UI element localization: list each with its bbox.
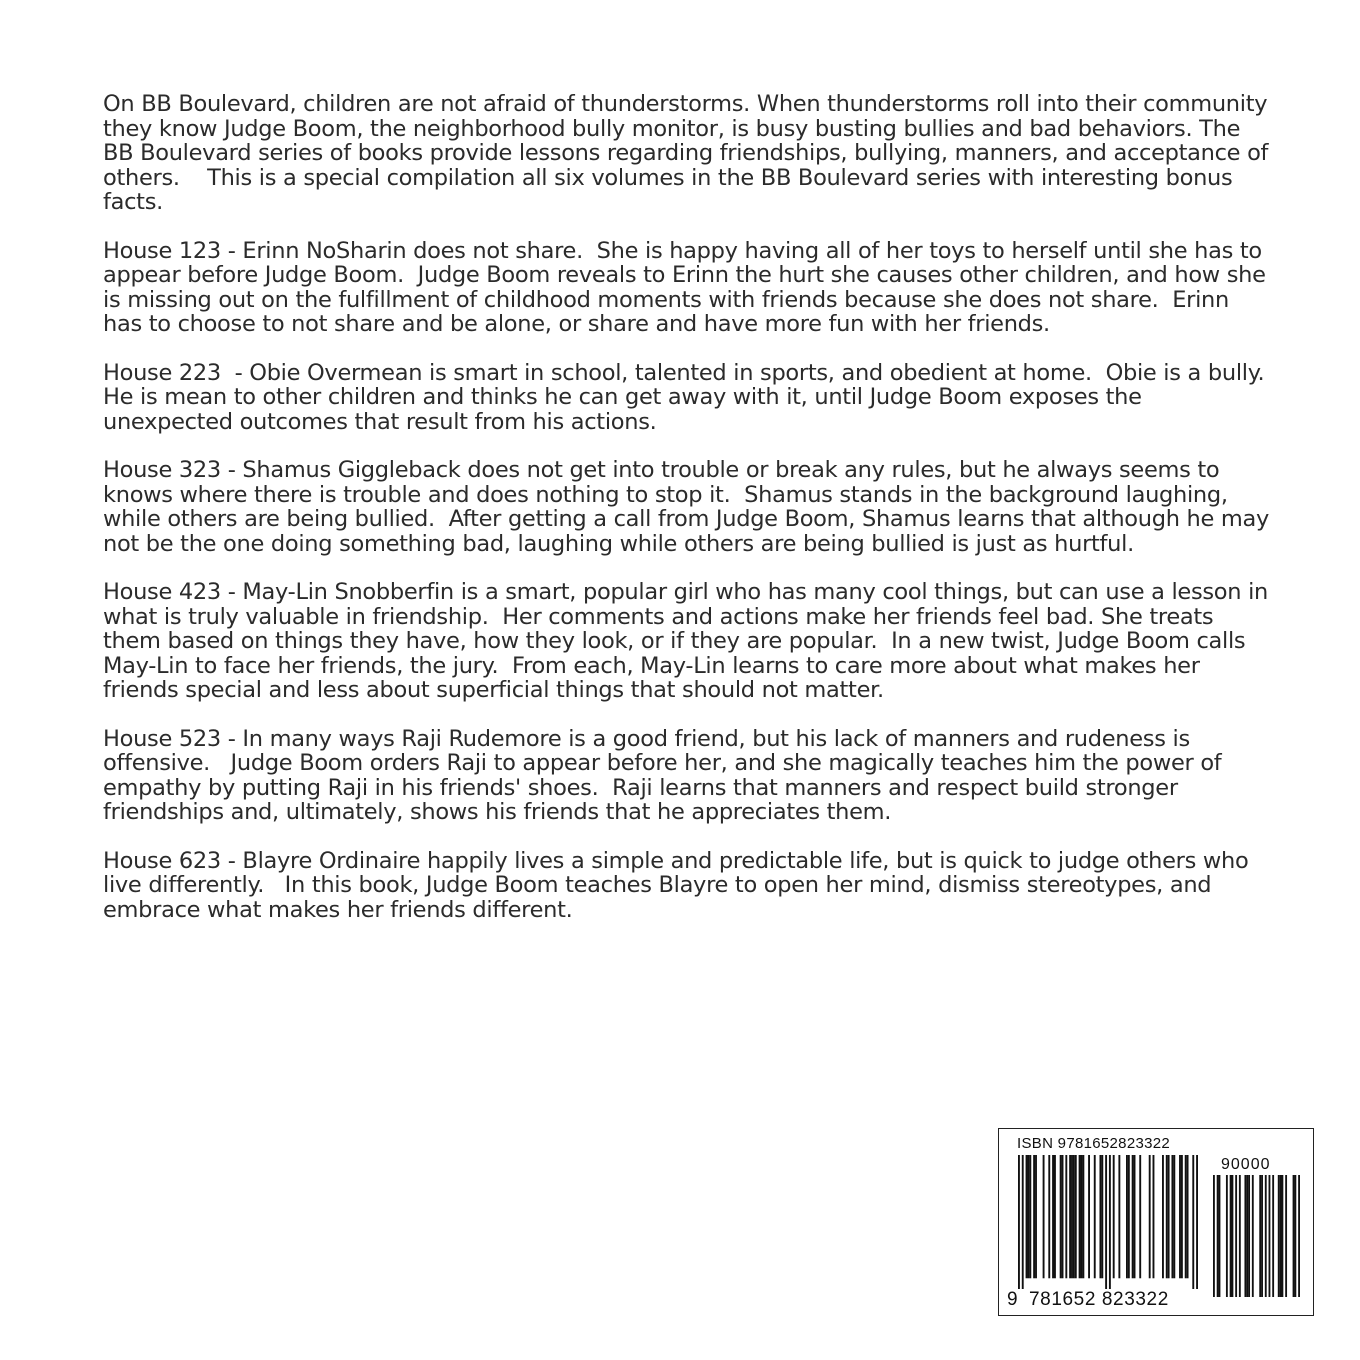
isbn-label: ISBN 9781652823322 bbox=[1017, 1135, 1171, 1152]
barcode-lead-digit: 9 bbox=[1007, 1289, 1019, 1310]
barcode-addon-bar bbox=[1213, 1175, 1215, 1297]
barcode-addon-bar bbox=[1280, 1175, 1282, 1297]
house-623-summary: House 623 - Blayre Ordinaire happily lives a simple and predictable life, but is quick to judge others who live differently. In this book, Judge Boom teaches Blayre to open her mind, dismiss stereotypes, and embrace what makes her friends different. bbox=[103, 847, 1256, 923]
barcode-bar bbox=[1075, 1155, 1077, 1278]
barcode-digits: 781652 823322 bbox=[1029, 1289, 1169, 1310]
barcode-bar bbox=[1099, 1155, 1101, 1278]
barcode-bar bbox=[1162, 1155, 1164, 1278]
barcode-addon-bar bbox=[1217, 1175, 1219, 1297]
barcode-bar bbox=[1132, 1155, 1134, 1278]
barcode-addon-bar bbox=[1281, 1175, 1283, 1297]
barcode-bar bbox=[1168, 1155, 1170, 1278]
barcode-bar bbox=[1118, 1155, 1120, 1278]
barcode-addon-bar bbox=[1252, 1175, 1254, 1297]
barcode-bar bbox=[1033, 1155, 1035, 1278]
barcode-addon-bar bbox=[1294, 1175, 1296, 1297]
barcode-addon-bar bbox=[1239, 1175, 1241, 1297]
barcode-bar bbox=[1065, 1155, 1067, 1278]
barcode-bar bbox=[1113, 1155, 1115, 1278]
barcode-bar bbox=[1043, 1155, 1045, 1278]
barcode-bar bbox=[1035, 1155, 1037, 1278]
barcode-bar bbox=[1062, 1155, 1064, 1278]
barcode-addon-digits: 90000 bbox=[1221, 1156, 1271, 1173]
barcode-bar bbox=[1052, 1155, 1054, 1278]
barcode-bar bbox=[1171, 1155, 1173, 1278]
barcode-bar bbox=[1060, 1155, 1062, 1278]
barcode-bar bbox=[1073, 1155, 1075, 1278]
barcode-bar bbox=[1149, 1155, 1151, 1278]
house-523-summary: House 523 - In many ways Raji Rudemore is a good friend, but his lack of manners and rudeness is offensive. Judge Boom orders Raji to appear before her, and she magically teaches him the power of empathy by putting Raji in his friends' shoes. Raji learns that manners and respect build stronger friendships and, ultimately, shows his friends that he appreciates them. bbox=[103, 725, 1229, 825]
barcode-bar bbox=[1081, 1155, 1083, 1278]
barcode-addon-bar bbox=[1246, 1175, 1248, 1297]
barcode-bar bbox=[1079, 1155, 1081, 1278]
barcode-addon-bar bbox=[1265, 1175, 1267, 1297]
barcode-bar bbox=[1082, 1155, 1084, 1278]
barcode-bar bbox=[1069, 1155, 1071, 1278]
barcode-bar bbox=[1166, 1155, 1168, 1278]
barcode-bar bbox=[1026, 1155, 1028, 1278]
barcode-bar bbox=[1153, 1155, 1155, 1278]
barcode-addon-bar bbox=[1232, 1175, 1234, 1297]
barcode-bar bbox=[1054, 1155, 1056, 1278]
barcode-bar bbox=[1018, 1155, 1020, 1289]
barcode-addon-bar bbox=[1261, 1175, 1263, 1297]
barcode-addon-bar bbox=[1285, 1175, 1287, 1297]
barcode-addon-bar bbox=[1269, 1175, 1271, 1297]
barcode-bar bbox=[1027, 1155, 1029, 1278]
barcode-bar bbox=[1181, 1155, 1183, 1278]
barcode-bar bbox=[1029, 1155, 1031, 1278]
barcode-bar bbox=[1134, 1155, 1136, 1278]
barcode-addon-bar bbox=[1248, 1175, 1250, 1297]
house-323-summary: House 323 - Shamus Giggleback does not get into trouble or break any rules, but he always seems to knows where there is trouble and does nothing to stop it. Shamus stands in the background laughing, while others are being bullied. After getting a call from Judge Boom, Shamus learns that although he may not be the one doing something bad, laughing while others are being bullied is just as hurtful. bbox=[103, 457, 1276, 557]
barcode-bar bbox=[1196, 1155, 1198, 1289]
barcode-addon-bar bbox=[1219, 1175, 1221, 1297]
house-223-summary: House 223 - Obie Overmean is smart in school, talented in sports, and obedient at home. Obie is a bully. He is mean to other children and thinks he can get away with it, until Judge Boom exposes the unexpected outcomes that result from his actions. bbox=[103, 359, 1279, 435]
barcode-bar bbox=[1128, 1155, 1130, 1278]
isbn-barcode bbox=[998, 1128, 1314, 1316]
series-description: On BB Boulevard, children are not afraid of thunderstorms. When thunderstorms roll into their community they know Judge Boom, the neighborhood bully monitor, is busy busting bullies and bad behaviors. The BB Boulevard series of books provide lessons regarding friendships, bullying, manners, and acceptance of others. This is a special compilation all six volumes in the BB Boulevard series with interesting bonus facts. bbox=[103, 91, 1276, 215]
barcode-addon-bar bbox=[1244, 1175, 1246, 1297]
barcode-addon-bar bbox=[1259, 1175, 1261, 1297]
barcode-main-digits bbox=[1007, 1289, 1169, 1311]
barcode-bar bbox=[1101, 1155, 1103, 1278]
barcode-addon-bar bbox=[1272, 1175, 1274, 1297]
barcode-bar bbox=[1179, 1155, 1181, 1278]
barcode-bar bbox=[1105, 1155, 1107, 1289]
barcode-addon-bar bbox=[1226, 1175, 1228, 1297]
barcode-addon-bar bbox=[1298, 1175, 1300, 1297]
barcode-bar bbox=[1071, 1155, 1073, 1278]
house-423-summary: House 423 - May-Lin Snobberfin is a smart, popular girl who has many cool things, but can use a lesson in what is truly valuable in friendship. Her comments and actions make her friends feel bad. She treats them based on things they have, how they look, or if they are popular. In a new twist, Judge Boom calls May-Lin to face her friends, the jury. From each, May-Lin learns to care more about what makes her friends special and less about superficial things that should not matter. bbox=[103, 579, 1275, 703]
barcode-bar bbox=[1048, 1155, 1050, 1278]
barcode-bar bbox=[1185, 1155, 1187, 1278]
house-123-summary: House 123 - Erinn NoSharin does not share. She is happy having all of her toys to herself until she has to appear before Judge Boom. Judge Boom reveals to Erinn the hurt she causes other children, and how she is missing out on the fulfillment of childhood moments with friends because she does not share. Erinn has to choose to not share and be alone, or share and have more fun with her friends. bbox=[103, 237, 1273, 337]
barcode-addon-bar bbox=[1235, 1175, 1237, 1297]
barcode-bar bbox=[1094, 1155, 1096, 1278]
barcode-bars-main bbox=[1018, 1155, 1198, 1289]
barcode-bar bbox=[1109, 1155, 1111, 1289]
barcode-bar bbox=[1139, 1155, 1141, 1278]
barcode-bar bbox=[1187, 1155, 1189, 1278]
barcode-bars-addon bbox=[1213, 1175, 1300, 1297]
barcode-bar bbox=[1022, 1155, 1024, 1289]
barcode-addon-bar bbox=[1230, 1175, 1232, 1297]
barcode-bar bbox=[1173, 1155, 1175, 1278]
barcode-bar bbox=[1088, 1155, 1090, 1278]
barcode-bar bbox=[1126, 1155, 1128, 1278]
barcode-addon-bar bbox=[1293, 1175, 1295, 1297]
barcode-bar bbox=[1192, 1155, 1194, 1289]
back-cover-text bbox=[103, 91, 1279, 946]
barcode-addon-bar bbox=[1278, 1175, 1280, 1297]
